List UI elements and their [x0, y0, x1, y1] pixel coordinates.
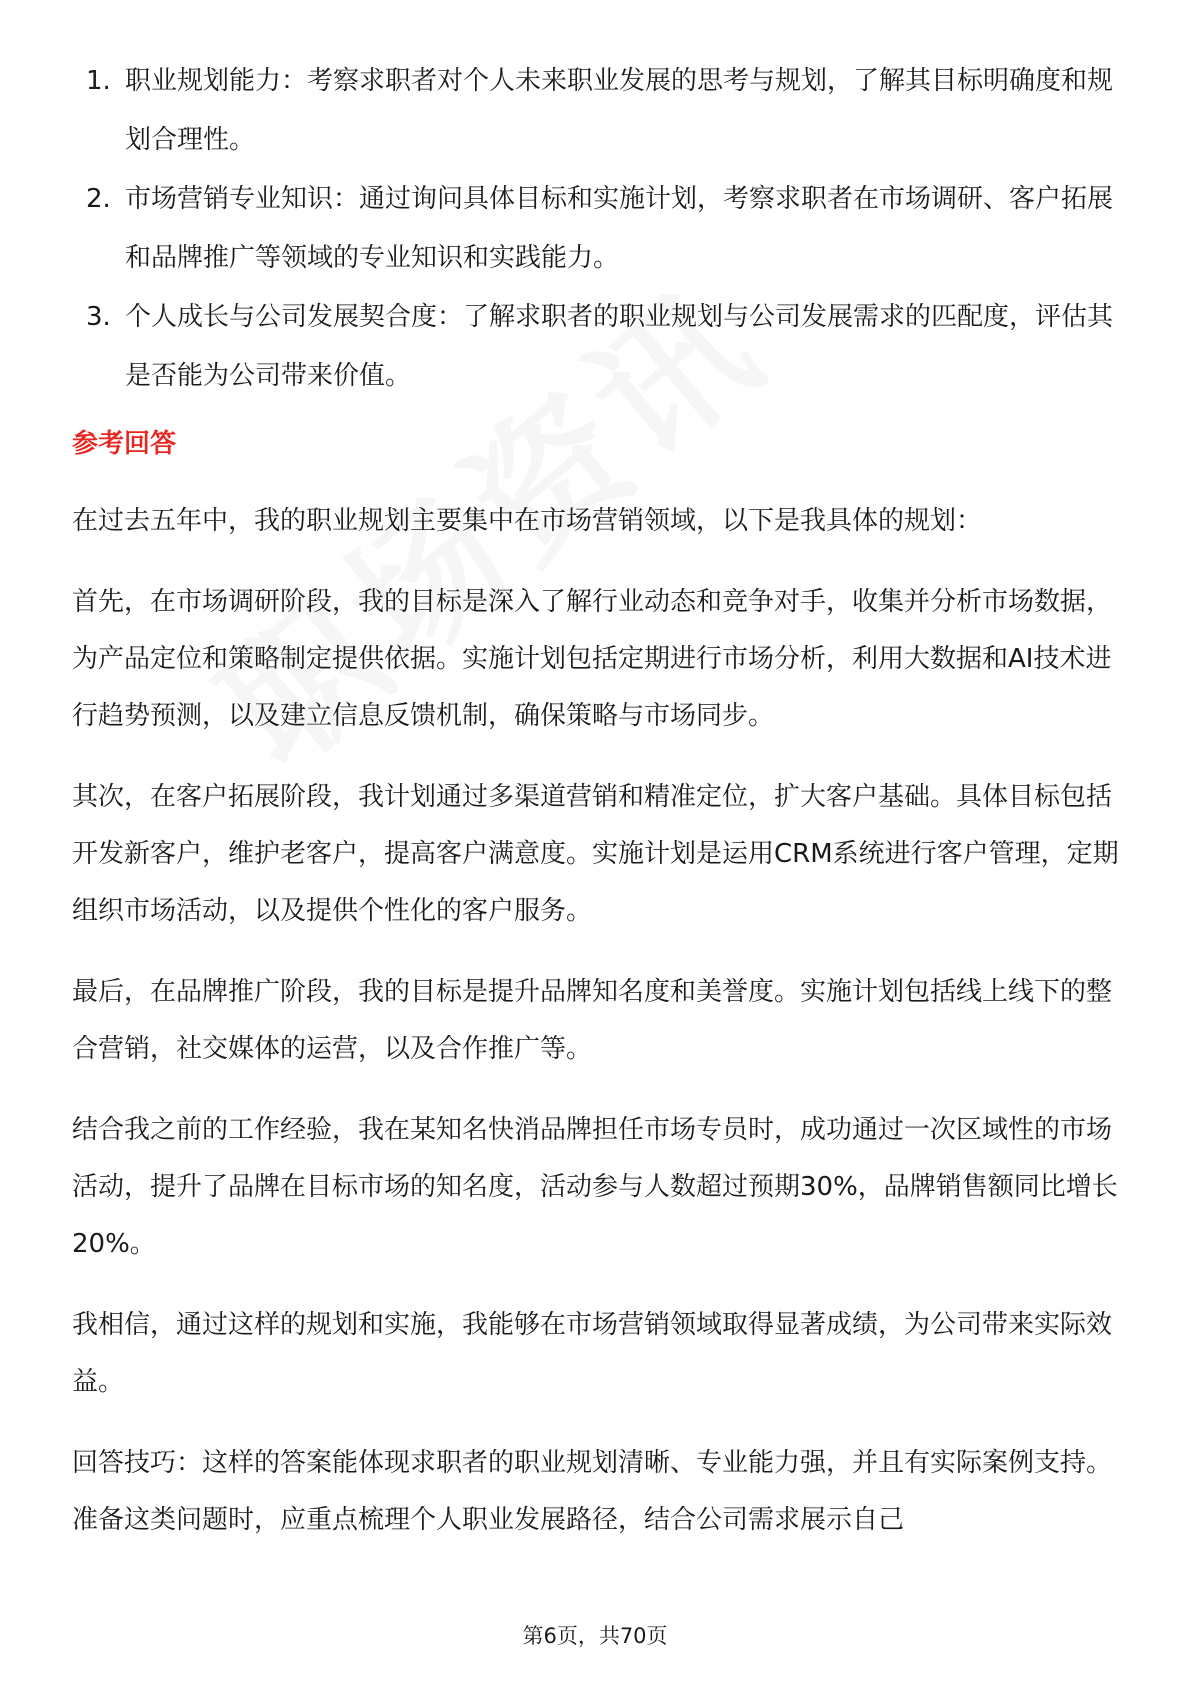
page-content	[72, 52, 1122, 1549]
list-number: 3.	[86, 302, 111, 332]
list-item-text: 个人成长与公司发展契合度：了解求职者的职业规划与公司发展需求的匹配度，评估其是否能为公司带来价值。	[125, 302, 1114, 391]
criteria-list	[72, 52, 1122, 406]
paragraph: 我相信，通过这样的规划和实施，我能够在市场营销领域取得显著成绩，为公司带来实际效益。	[72, 1310, 1113, 1397]
list-item-text: 职业规划能力：考察求职者对个人未来职业发展的思考与规划，了解其目标明确度和规划合理性。	[125, 66, 1114, 155]
page-number: 第6页，共70页	[522, 1624, 668, 1648]
paragraph: 首先，在市场调研阶段，我的目标是深入了解行业动态和竞争对手，收集并分析市场数据，为产品定位和策略制定提供依据。实施计划包括定期进行市场分析，利用大数据和AI技术进行趋势预测，以及建立信息反馈机制，确保策略与市场同步。	[72, 587, 1113, 731]
list-item	[72, 170, 1122, 288]
section-title: 参考回答	[72, 429, 177, 459]
paragraph: 最后，在品牌推广阶段，我的目标是提升品牌知名度和美誉度。实施计划包括线上线下的整合营销，社交媒体的运营，以及合作推广等。	[72, 977, 1113, 1064]
list-item	[72, 288, 1122, 406]
list-number: 1.	[86, 66, 111, 96]
paragraph: 结合我之前的工作经验，我在某知名快消品牌担任市场专员时，成功通过一次区域性的市场活动，提升了品牌在目标市场的知名度，活动参与人数超过预期30%，品牌销售额同比增长20%。	[72, 1115, 1118, 1259]
paragraph: 在过去五年中，我的职业规划主要集中在市场营销领域，以下是我具体的规划：	[72, 506, 983, 536]
answer-tip-paragraph: 回答技巧：这样的答案能体现求职者的职业规划清晰、专业能力强，并且有实际案例支持。准备这类问题时，应重点梳理个人职业发展路径，结合公司需求展示自己	[72, 1448, 1113, 1535]
list-number: 2.	[86, 184, 111, 214]
list-item-text: 市场营销专业知识：通过询问具体目标和实施计划，考察求职者在市场调研、客户拓展和品牌推广等领域的专业知识和实践能力。	[125, 184, 1114, 273]
paragraph: 其次，在客户拓展阶段，我计划通过多渠道营销和精准定位，扩大客户基础。具体目标包括开发新客户，维护老客户，提高客户满意度。实施计划是运用CRM系统进行客户管理，定期组织市场活动，以及提供个性化的客户服务。	[72, 782, 1119, 926]
list-item	[72, 52, 1122, 170]
